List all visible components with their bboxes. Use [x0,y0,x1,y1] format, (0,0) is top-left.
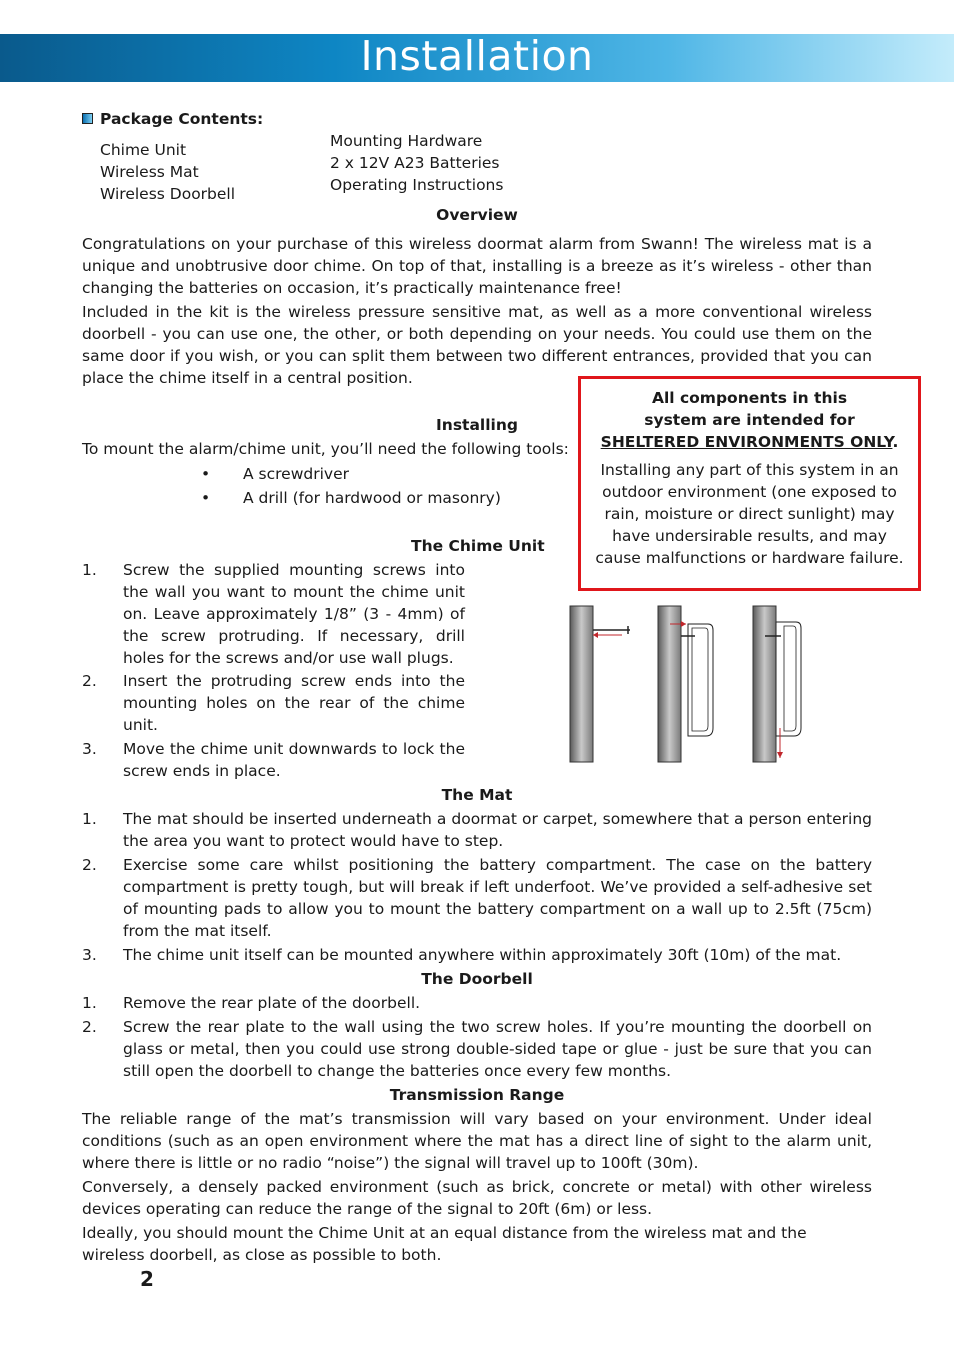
package-heading: Package Contents: [100,110,264,128]
range-paragraph-3: Ideally, you should mount the Chime Unit at an equal distance from the wireless mat and the wireless doorbell, as close as possible to both. [82,1224,807,1264]
step-number: 2. [82,672,97,690]
package-list-left [100,139,235,205]
warning-period: . [892,433,899,451]
warning-body: Installing any part of this system in an outdoor environment (one exposed to rain, moisture or direct sunlight) may have undersirable results, and may cause malfunctions or hardware failure. [595,461,904,567]
bullet-icon: • [201,465,211,483]
range-paragraph-2: Conversely, a densely packed environment (such as brick, concrete or metal) with other wireless devices operating can reduce the range of the signal to 20ft (6m) or less. [82,1178,872,1218]
step-text: Screw the rear plate to the wall using the two screw holes. If you’re mounting the doorbell on glass or metal, then you could use strong double-sided tape or glue - just be sure that you can still open the doorbell to change the batteries once every few months. [123,1018,872,1080]
page-number: 2 [140,1267,154,1291]
step-text: The mat should be inserted underneath a doormat or carpet, somewhere that a person entering the area you want to protect would have to step. [123,810,872,850]
warning-line: system are intended for [644,411,855,429]
step-number: 3. [82,946,97,964]
step-text: Move the chime unit downwards to lock the screw ends in place. [123,740,465,780]
tool-item: A drill (for hardwood or masonry) [243,489,501,507]
chime-heading: The Chime Unit [411,537,545,555]
warning-box [578,376,921,591]
diagram-panel-insert [658,606,713,762]
package-item: Wireless Doorbell [100,185,236,203]
overview-paragraph-2: Included in the kit is the wireless pressure sensitive mat, as well as a more conventional wireless doorbell - you can use one, the other, or both depending on your needs. You could use them on the same door if you wish, or you can split them between two different entrances, provided that you can place the chime itself in a central position. [82,303,872,387]
step-number: 2. [82,1018,97,1036]
step-number: 2. [82,856,97,874]
diagram-panel-lock [753,606,801,762]
package-item: Wireless Mat [100,163,199,181]
page-title: Installation [360,32,594,80]
package-item: 2 x 12V A23 Batteries [330,154,500,172]
overview-paragraph-1: Congratulations on your purchase of this wireless doormat alarm from Swann! The wireless mat is a unique and unobtrusive door chime. On top of that, installing is a breeze as it’s wireless - other than changing the batteries on occasion, it’s practically maintenance free! [82,235,872,297]
step-number: 3. [82,740,97,758]
warning-line: All components in this [651,389,848,407]
step-text: Screw the supplied mounting screws into the wall you want to mount the chime unit on. Leave approximately 1/8” (3 - 4mm) of the screw protruding. If necessary, drill holes for the screws and/or use wall plugs. [123,561,465,667]
step-number: 1. [82,810,97,828]
step-number: 1. [82,561,97,579]
step-number: 1. [82,994,97,1012]
installing-intro: To mount the alarm/chime unit, you’ll need the following tools: [82,440,569,458]
mat-heading: The Mat [441,786,513,804]
package-item: Chime Unit [100,141,187,159]
overview-heading: Overview [436,206,518,224]
square-bullet-icon [82,113,93,124]
tool-item: A screwdriver [243,465,349,483]
step-text: The chime unit itself can be mounted anywhere within approximately 30ft (10m) of the mat. [123,946,842,964]
doorbell-heading: The Doorbell [421,970,533,988]
step-text: Remove the rear plate of the doorbell. [123,994,421,1012]
bullet-icon: • [201,489,211,507]
package-list-right [330,130,503,196]
chime-mounting-diagram [560,600,820,768]
package-item: Mounting Hardware [330,132,483,150]
package-item: Operating Instructions [330,176,504,194]
range-heading: Transmission Range [389,1086,565,1104]
warning-emphasis: SHELTERED ENVIRONMENTS ONLY [600,433,893,451]
step-text: Exercise some care whilst positioning the battery compartment. The case on the battery compartment is pretty tough, but will break if left underfoot. We’ve provided a self-adhesive set of mounting pads to allow you to mount the battery compartment on a wall up to 2.5ft (75cm) from the mat itself. [123,856,872,940]
installing-heading: Installing [436,416,518,434]
step-text: Insert the protruding screw ends into the mounting holes on the rear of the chime unit. [123,672,465,734]
range-paragraph-1: The reliable range of the mat’s transmission will vary based on your environment. Under ideal conditions (such as an open environment where the mat has a direct line of sight to the alarm unit, where there is little or no radio “noise”) the signal will travel up to 100ft (30m). [82,1110,872,1172]
diagram-panel-screw [570,606,630,762]
